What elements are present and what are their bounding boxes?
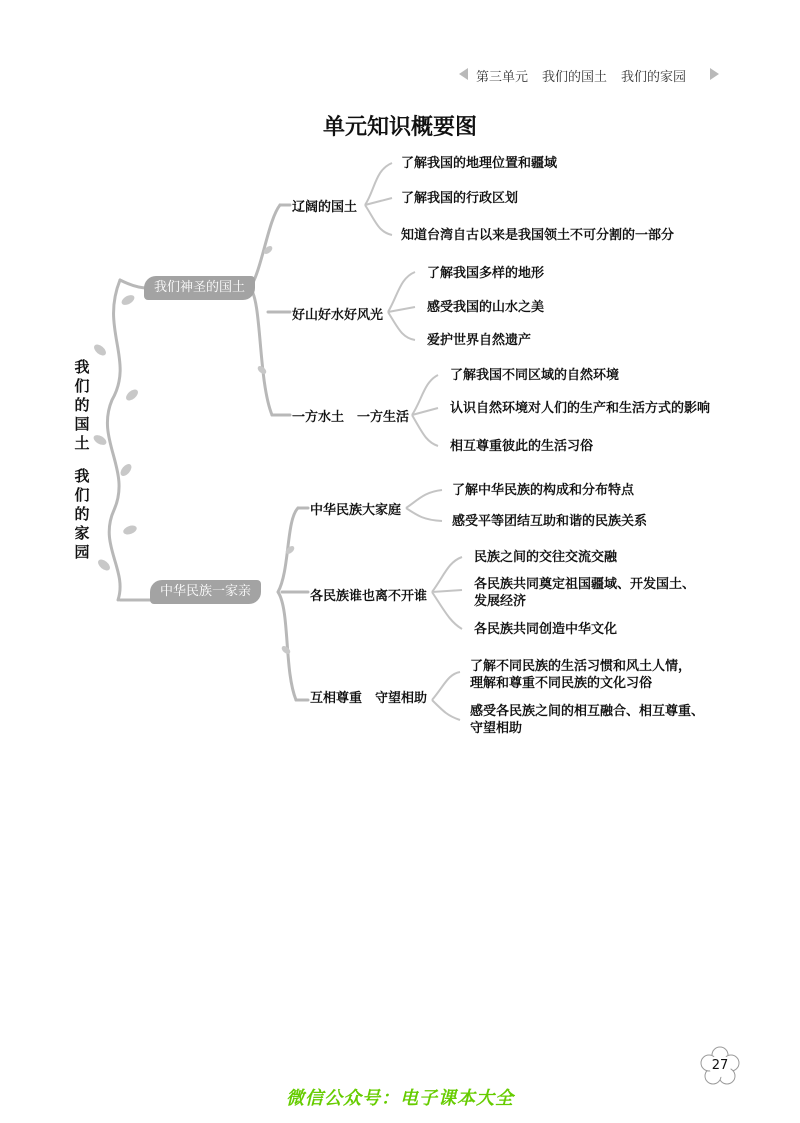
header-unit: 第三单元: [476, 70, 529, 85]
header-topic2: 我们的家园: [621, 70, 687, 85]
root-part1: 我们的国土: [74, 358, 90, 452]
item-respect-customs: 相互尊重彼此的生活习俗: [450, 439, 594, 454]
page-number-badge: [700, 1046, 740, 1086]
item-taiwan: 知道台湾自古以来是我国领土不可分割的一部分: [401, 228, 675, 243]
topic-local-life: 一方水土 一方生活: [292, 410, 410, 425]
header-topic1: 我们的国土: [542, 70, 608, 85]
item-geo-location: 了解我国的地理位置和疆域: [401, 156, 558, 171]
topic-mutual-respect: 互相尊重 守望相助: [310, 691, 428, 706]
item-ethnic-relations: 感受平等团结互助和谐的民族关系: [452, 514, 648, 529]
item-fusion-line2: 守望相助: [470, 721, 523, 736]
topic-big-family: 中华民族大家庭: [310, 503, 402, 518]
root-topic: [72, 358, 92, 562]
topic-beautiful-scenery: 好山好水好风光: [292, 308, 384, 323]
item-exchange: 民族之间的交往交流交融: [474, 550, 618, 565]
branch-tag-sacred-land: 我们神圣的国土: [144, 276, 255, 300]
footer-watermark: 微信公众号：电子课本大全: [286, 1088, 514, 1109]
page-title: 单元知识概要图: [322, 114, 477, 140]
topic-vast-land: 辽阔的国土: [292, 200, 358, 215]
branch-tag-one-family: 中华民族一家亲: [150, 580, 261, 604]
item-heritage: 爱护世界自然遗产: [427, 333, 532, 348]
item-admin-division: 了解我国的行政区划: [401, 191, 519, 206]
topic-inseparable: 各民族谁也离不开谁: [310, 589, 428, 604]
item-customs-line2: 理解和尊重不同民族的文化习俗: [470, 676, 653, 691]
page-number: 27: [711, 1058, 729, 1073]
root-part2: 我们的家园: [74, 467, 90, 561]
item-territory-line1: 各民族共同奠定祖国疆域、开发国土、: [474, 577, 696, 592]
item-scenery: 感受我国的山水之美: [427, 300, 545, 315]
item-territory-line2: 发展经济: [474, 594, 527, 609]
item-fusion-line1: 感受各民族之间的相互融合、相互尊重、: [470, 704, 705, 719]
item-ethnic-composition: 了解中华民族的构成和分布特点: [452, 483, 635, 498]
item-customs-line1: 了解不同民族的生活习惯和风土人情，: [470, 659, 692, 674]
item-culture: 各民族共同创造中华文化: [474, 622, 618, 637]
item-terrain: 了解我国多样的地形: [427, 266, 545, 281]
item-env-impact: 认识自然环境对人们的生产和生活方式的影响: [450, 401, 711, 416]
item-regional-env: 了解我国不同区域的自然环境: [450, 368, 620, 383]
